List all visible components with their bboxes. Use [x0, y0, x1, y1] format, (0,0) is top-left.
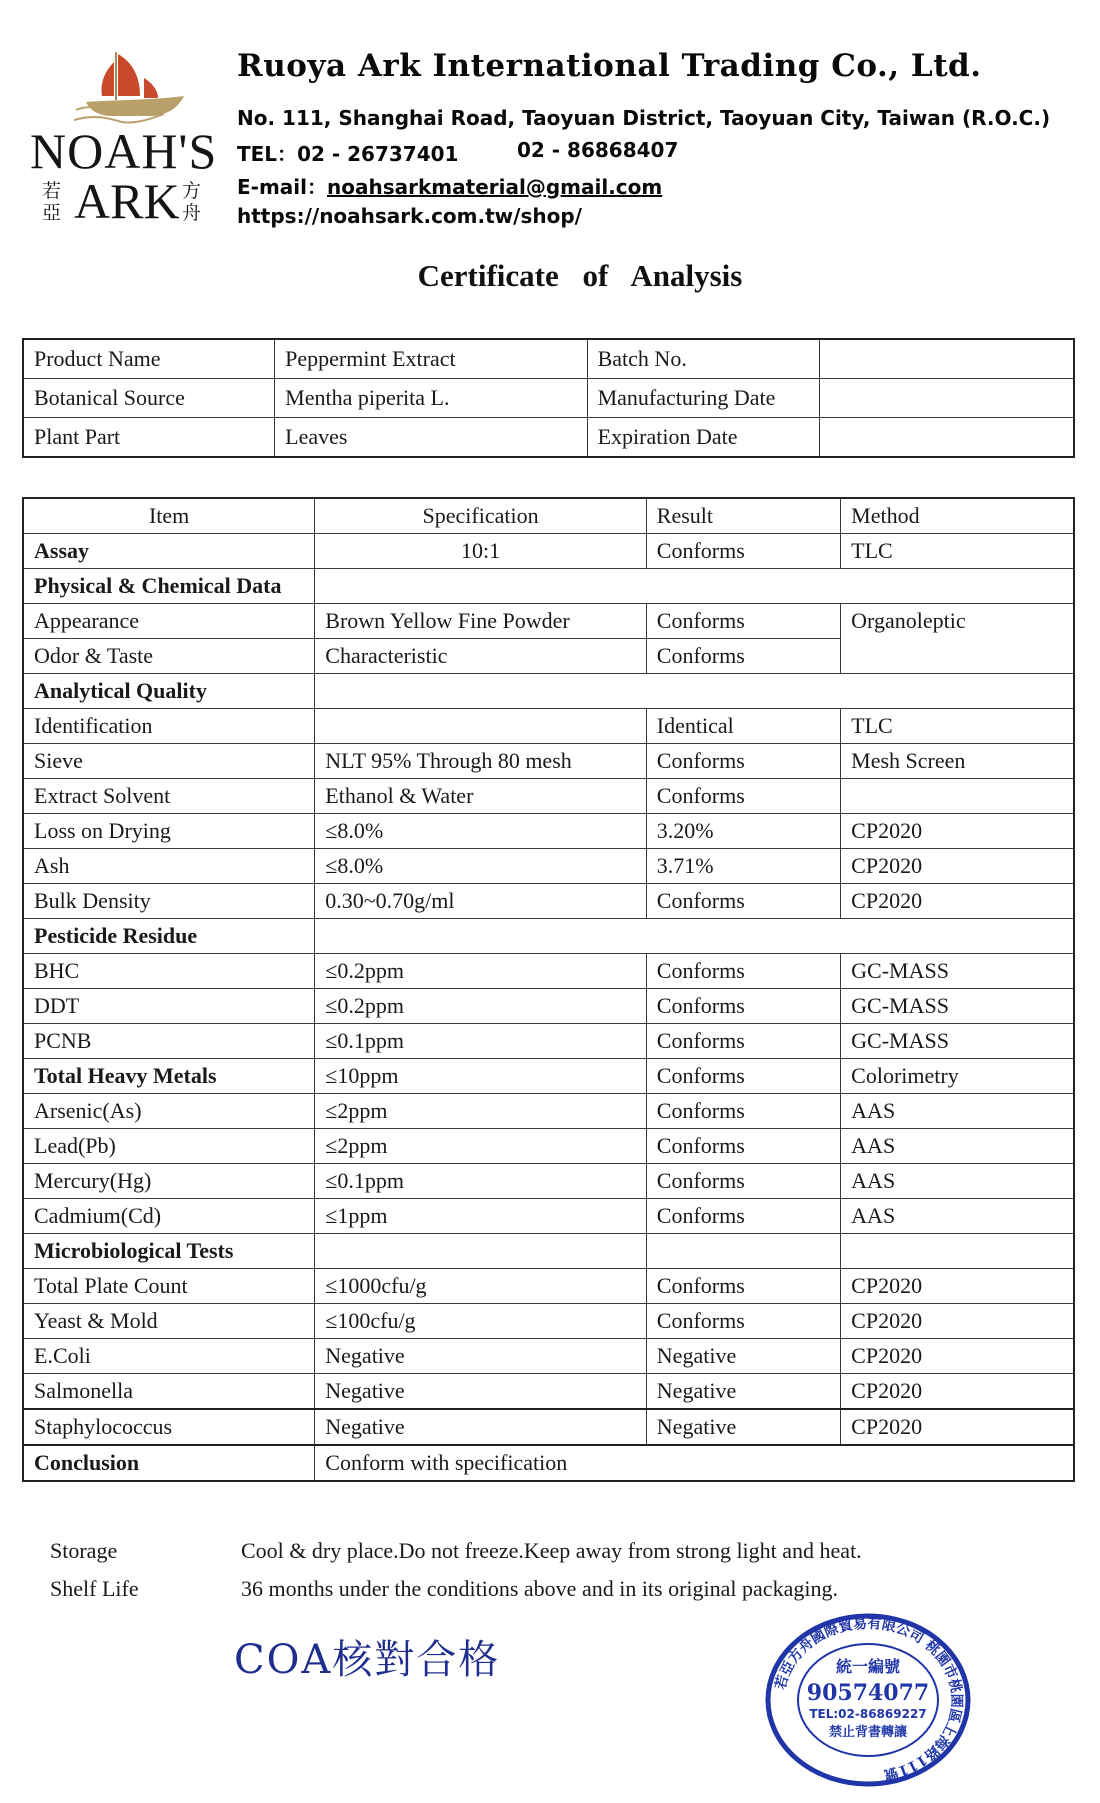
cell-method: AAS: [841, 1164, 1074, 1199]
ship-logo-icon: [74, 48, 194, 126]
cell-spec: ≤0.2ppm: [315, 989, 647, 1024]
botanical-label: Botanical Source: [23, 379, 275, 418]
cell-spec: Ethanol & Water: [315, 779, 647, 814]
cell-method: TLC: [841, 709, 1074, 744]
email-label: E-mail：: [237, 175, 328, 199]
tel-label: TEL：: [237, 142, 298, 166]
cell-result: Conforms: [646, 1024, 840, 1059]
cell-result: Negative: [646, 1374, 840, 1410]
logo-cjk-left: 若亞: [42, 180, 62, 224]
table-row: [23, 989, 1074, 1024]
cell-spec: ≤10ppm: [315, 1059, 647, 1094]
cell-method: CP2020: [841, 814, 1074, 849]
plant-part-value: Leaves: [275, 418, 587, 458]
table-row: [23, 1024, 1074, 1059]
cell-spec: 0.30~0.70g/ml: [315, 884, 647, 919]
cell-item: Sieve: [23, 744, 315, 779]
cell-item: Ash: [23, 849, 315, 884]
cell-result: Conforms: [646, 1164, 840, 1199]
product-name-value: Peppermint Extract: [275, 339, 587, 379]
exp-date-value: [820, 418, 1074, 458]
cell-spec: ≤0.1ppm: [315, 1024, 647, 1059]
product-info-table: [22, 338, 1075, 458]
cell-spec: Negative: [315, 1409, 647, 1445]
approval-stamp: COA核對合格: [234, 1637, 501, 1683]
company-phones: [237, 138, 679, 167]
table-row: [23, 709, 1074, 744]
cell-spec: ≤0.2ppm: [315, 954, 647, 989]
cell-method: Mesh Screen: [841, 744, 1074, 779]
cell-result: 3.71%: [646, 849, 840, 884]
product-name-label: Product Name: [23, 339, 275, 379]
seal-line2: 90574077: [806, 1680, 930, 1706]
cell-spec: ≤0.1ppm: [315, 1164, 647, 1199]
document-title: Certificate of Analysis: [417, 258, 743, 293]
batch-value: [820, 339, 1074, 379]
cell-method: [841, 779, 1074, 814]
logo-cjk-right: 方舟: [182, 180, 202, 224]
cell-method: CP2020: [841, 1409, 1074, 1445]
cell-spec: ≤2ppm: [315, 1094, 647, 1129]
table-row: [23, 1164, 1074, 1199]
cell-item: Bulk Density: [23, 884, 315, 919]
cell-item: Mercury(Hg): [23, 1164, 315, 1199]
section-physical: Physical & Chemical Data: [23, 569, 315, 604]
mfg-date-value: [820, 379, 1074, 418]
cell-result: 3.20%: [646, 814, 840, 849]
tel-primary: 02 - 26737401: [297, 142, 459, 166]
cell-item: Yeast & Mold: [23, 1304, 315, 1339]
shelf-life-label: Shelf Life: [50, 1576, 139, 1601]
table-row: [23, 534, 1074, 569]
section-analytical: Analytical Quality: [23, 674, 315, 709]
botanical-value: Mentha piperita L.: [275, 379, 587, 418]
cell-result: Conforms: [646, 1269, 840, 1304]
cell-method: CP2020: [841, 849, 1074, 884]
cell-item: Total Plate Count: [23, 1269, 315, 1304]
company-email: [237, 171, 662, 200]
storage-label: Storage: [50, 1538, 118, 1563]
shelf-life-value: 36 months under the conditions above and in its original packaging.: [241, 1576, 838, 1601]
table-row: [23, 1129, 1074, 1164]
cell-item: Salmonella: [23, 1374, 315, 1410]
table-row: [23, 1409, 1074, 1445]
conclusion-value: Conform with specification: [315, 1445, 1074, 1481]
table-row: [23, 884, 1074, 919]
cell-method: CP2020: [841, 884, 1074, 919]
section-blank: [315, 919, 1074, 954]
table-row: [23, 849, 1074, 884]
cell-item: Arsenic(As): [23, 1094, 315, 1129]
cell-item: Identification: [23, 709, 315, 744]
company-logo: [24, 48, 224, 238]
table-row: [23, 1304, 1074, 1339]
seal-line3: TEL:02-86869227: [809, 1707, 927, 1721]
cell-method: GC-MASS: [841, 954, 1074, 989]
cell-method: CP2020: [841, 1339, 1074, 1374]
cell-result: Identical: [646, 709, 840, 744]
section-blank: [315, 1234, 647, 1269]
table-row: [23, 744, 1074, 779]
section-row: [23, 569, 1074, 604]
analysis-table: [22, 497, 1075, 1482]
cell-item: Staphylococcus: [23, 1409, 315, 1445]
cell-method: AAS: [841, 1094, 1074, 1129]
cell-spec: ≤1000cfu/g: [315, 1269, 647, 1304]
cell-spec: Brown Yellow Fine Powder: [315, 604, 647, 639]
cell-method: TLC: [841, 534, 1074, 569]
logo-brand-line1: NOAH'S: [30, 123, 218, 179]
cell-spec: [315, 709, 647, 744]
cell-item: Total Heavy Metals: [23, 1059, 315, 1094]
cell-method: AAS: [841, 1129, 1074, 1164]
cell-result: Conforms: [646, 604, 840, 639]
cell-item: Loss on Drying: [23, 814, 315, 849]
storage-value: Cool & dry place.Do not freeze.Keep away from strong light and heat.: [241, 1538, 862, 1563]
seal-ring-text: 若亞方舟國際貿易有限公司 桃園市桃園區上海路111號: [772, 1615, 965, 1783]
seal-line1: 統一編號: [835, 1657, 901, 1676]
cell-result: Negative: [646, 1339, 840, 1374]
cell-item: E.Coli: [23, 1339, 315, 1374]
header-method: Method: [841, 498, 1074, 534]
cell-item: DDT: [23, 989, 315, 1024]
cell-result: Conforms: [646, 884, 840, 919]
section-blank: [841, 1234, 1074, 1269]
cell-spec: ≤8.0%: [315, 814, 647, 849]
cell-result: Conforms: [646, 779, 840, 814]
cell-result: Conforms: [646, 1304, 840, 1339]
exp-date-label: Expiration Date: [587, 418, 820, 458]
table-row: [23, 418, 1074, 458]
cell-item: PCNB: [23, 1024, 315, 1059]
cell-result: Conforms: [646, 639, 840, 674]
table-row: [23, 779, 1074, 814]
cell-item: Extract Solvent: [23, 779, 315, 814]
mfg-date-label: Manufacturing Date: [587, 379, 820, 418]
cell-result: Conforms: [646, 744, 840, 779]
company-address: No. 111, Shanghai Road, Taoyuan District, Taoyuan City, Taiwan (R.O.C.): [237, 106, 1051, 130]
cell-result: Conforms: [646, 534, 840, 569]
cell-method: Colorimetry: [841, 1059, 1074, 1094]
cell-item: BHC: [23, 954, 315, 989]
cell-spec: ≤8.0%: [315, 849, 647, 884]
cell-method: GC-MASS: [841, 1024, 1074, 1059]
table-row: [23, 1094, 1074, 1129]
cell-result: Conforms: [646, 954, 840, 989]
table-row: [23, 1374, 1074, 1410]
cell-spec: NLT 95% Through 80 mesh: [315, 744, 647, 779]
cell-spec: ≤2ppm: [315, 1129, 647, 1164]
section-row: [23, 1234, 1074, 1269]
section-blank: [315, 674, 1074, 709]
conclusion-label: Conclusion: [23, 1445, 315, 1481]
cell-spec: Negative: [315, 1339, 647, 1374]
cell-method: CP2020: [841, 1304, 1074, 1339]
header-result: Result: [646, 498, 840, 534]
batch-label: Batch No.: [587, 339, 820, 379]
table-row: [23, 1199, 1074, 1234]
company-name: Ruoya Ark International Trading Co., Ltd.: [237, 48, 982, 84]
section-pesticide: Pesticide Residue: [23, 919, 315, 954]
cell-item: Lead(Pb): [23, 1129, 315, 1164]
cell-method: CP2020: [841, 1374, 1074, 1410]
table-row: [23, 1059, 1074, 1094]
cell-result: Conforms: [646, 1094, 840, 1129]
email-link[interactable]: noahsarkmaterial@gmail.com: [327, 175, 663, 199]
tel-secondary: 02 - 86868407: [517, 138, 679, 162]
table-row: [23, 1339, 1074, 1374]
cell-item: Assay: [23, 534, 315, 569]
seal-line4: 禁止背書轉讓: [828, 1725, 908, 1740]
section-blank: [646, 1234, 840, 1269]
conclusion-row: [23, 1445, 1074, 1481]
cell-result: Conforms: [646, 1059, 840, 1094]
cell-item: Cadmium(Cd): [23, 1199, 315, 1234]
plant-part-label: Plant Part: [23, 418, 275, 458]
section-row: [23, 919, 1074, 954]
table-row: [23, 814, 1074, 849]
cell-spec: Characteristic: [315, 639, 647, 674]
cell-method: CP2020: [841, 1269, 1074, 1304]
cell-method: AAS: [841, 1199, 1074, 1234]
section-row: [23, 674, 1074, 709]
logo-brand-line2: ARK: [74, 173, 180, 229]
cell-spec: 10:1: [315, 534, 647, 569]
section-micro: Microbiological Tests: [23, 1234, 315, 1269]
company-website[interactable]: https://noahsark.com.tw/shop/: [237, 204, 582, 228]
cell-method: GC-MASS: [841, 989, 1074, 1024]
header-spec: Specification: [315, 498, 647, 534]
cell-result: Conforms: [646, 989, 840, 1024]
cell-spec: ≤100cfu/g: [315, 1304, 647, 1339]
table-row: [23, 379, 1074, 418]
cell-method: Organoleptic: [841, 604, 1074, 674]
header-item: Item: [23, 498, 315, 534]
cell-item: Odor & Taste: [23, 639, 315, 674]
cell-result: Conforms: [646, 1199, 840, 1234]
cell-result: Negative: [646, 1409, 840, 1445]
cell-spec: Negative: [315, 1374, 647, 1410]
table-row: [23, 954, 1074, 989]
company-seal-icon: [764, 1612, 972, 1788]
cell-spec: ≤1ppm: [315, 1199, 647, 1234]
table-row: [23, 604, 1074, 639]
section-blank: [315, 569, 1074, 604]
table-row: [23, 339, 1074, 379]
cell-result: Conforms: [646, 1129, 840, 1164]
table-header-row: [23, 498, 1074, 534]
cell-item: Appearance: [23, 604, 315, 639]
table-row: [23, 1269, 1074, 1304]
